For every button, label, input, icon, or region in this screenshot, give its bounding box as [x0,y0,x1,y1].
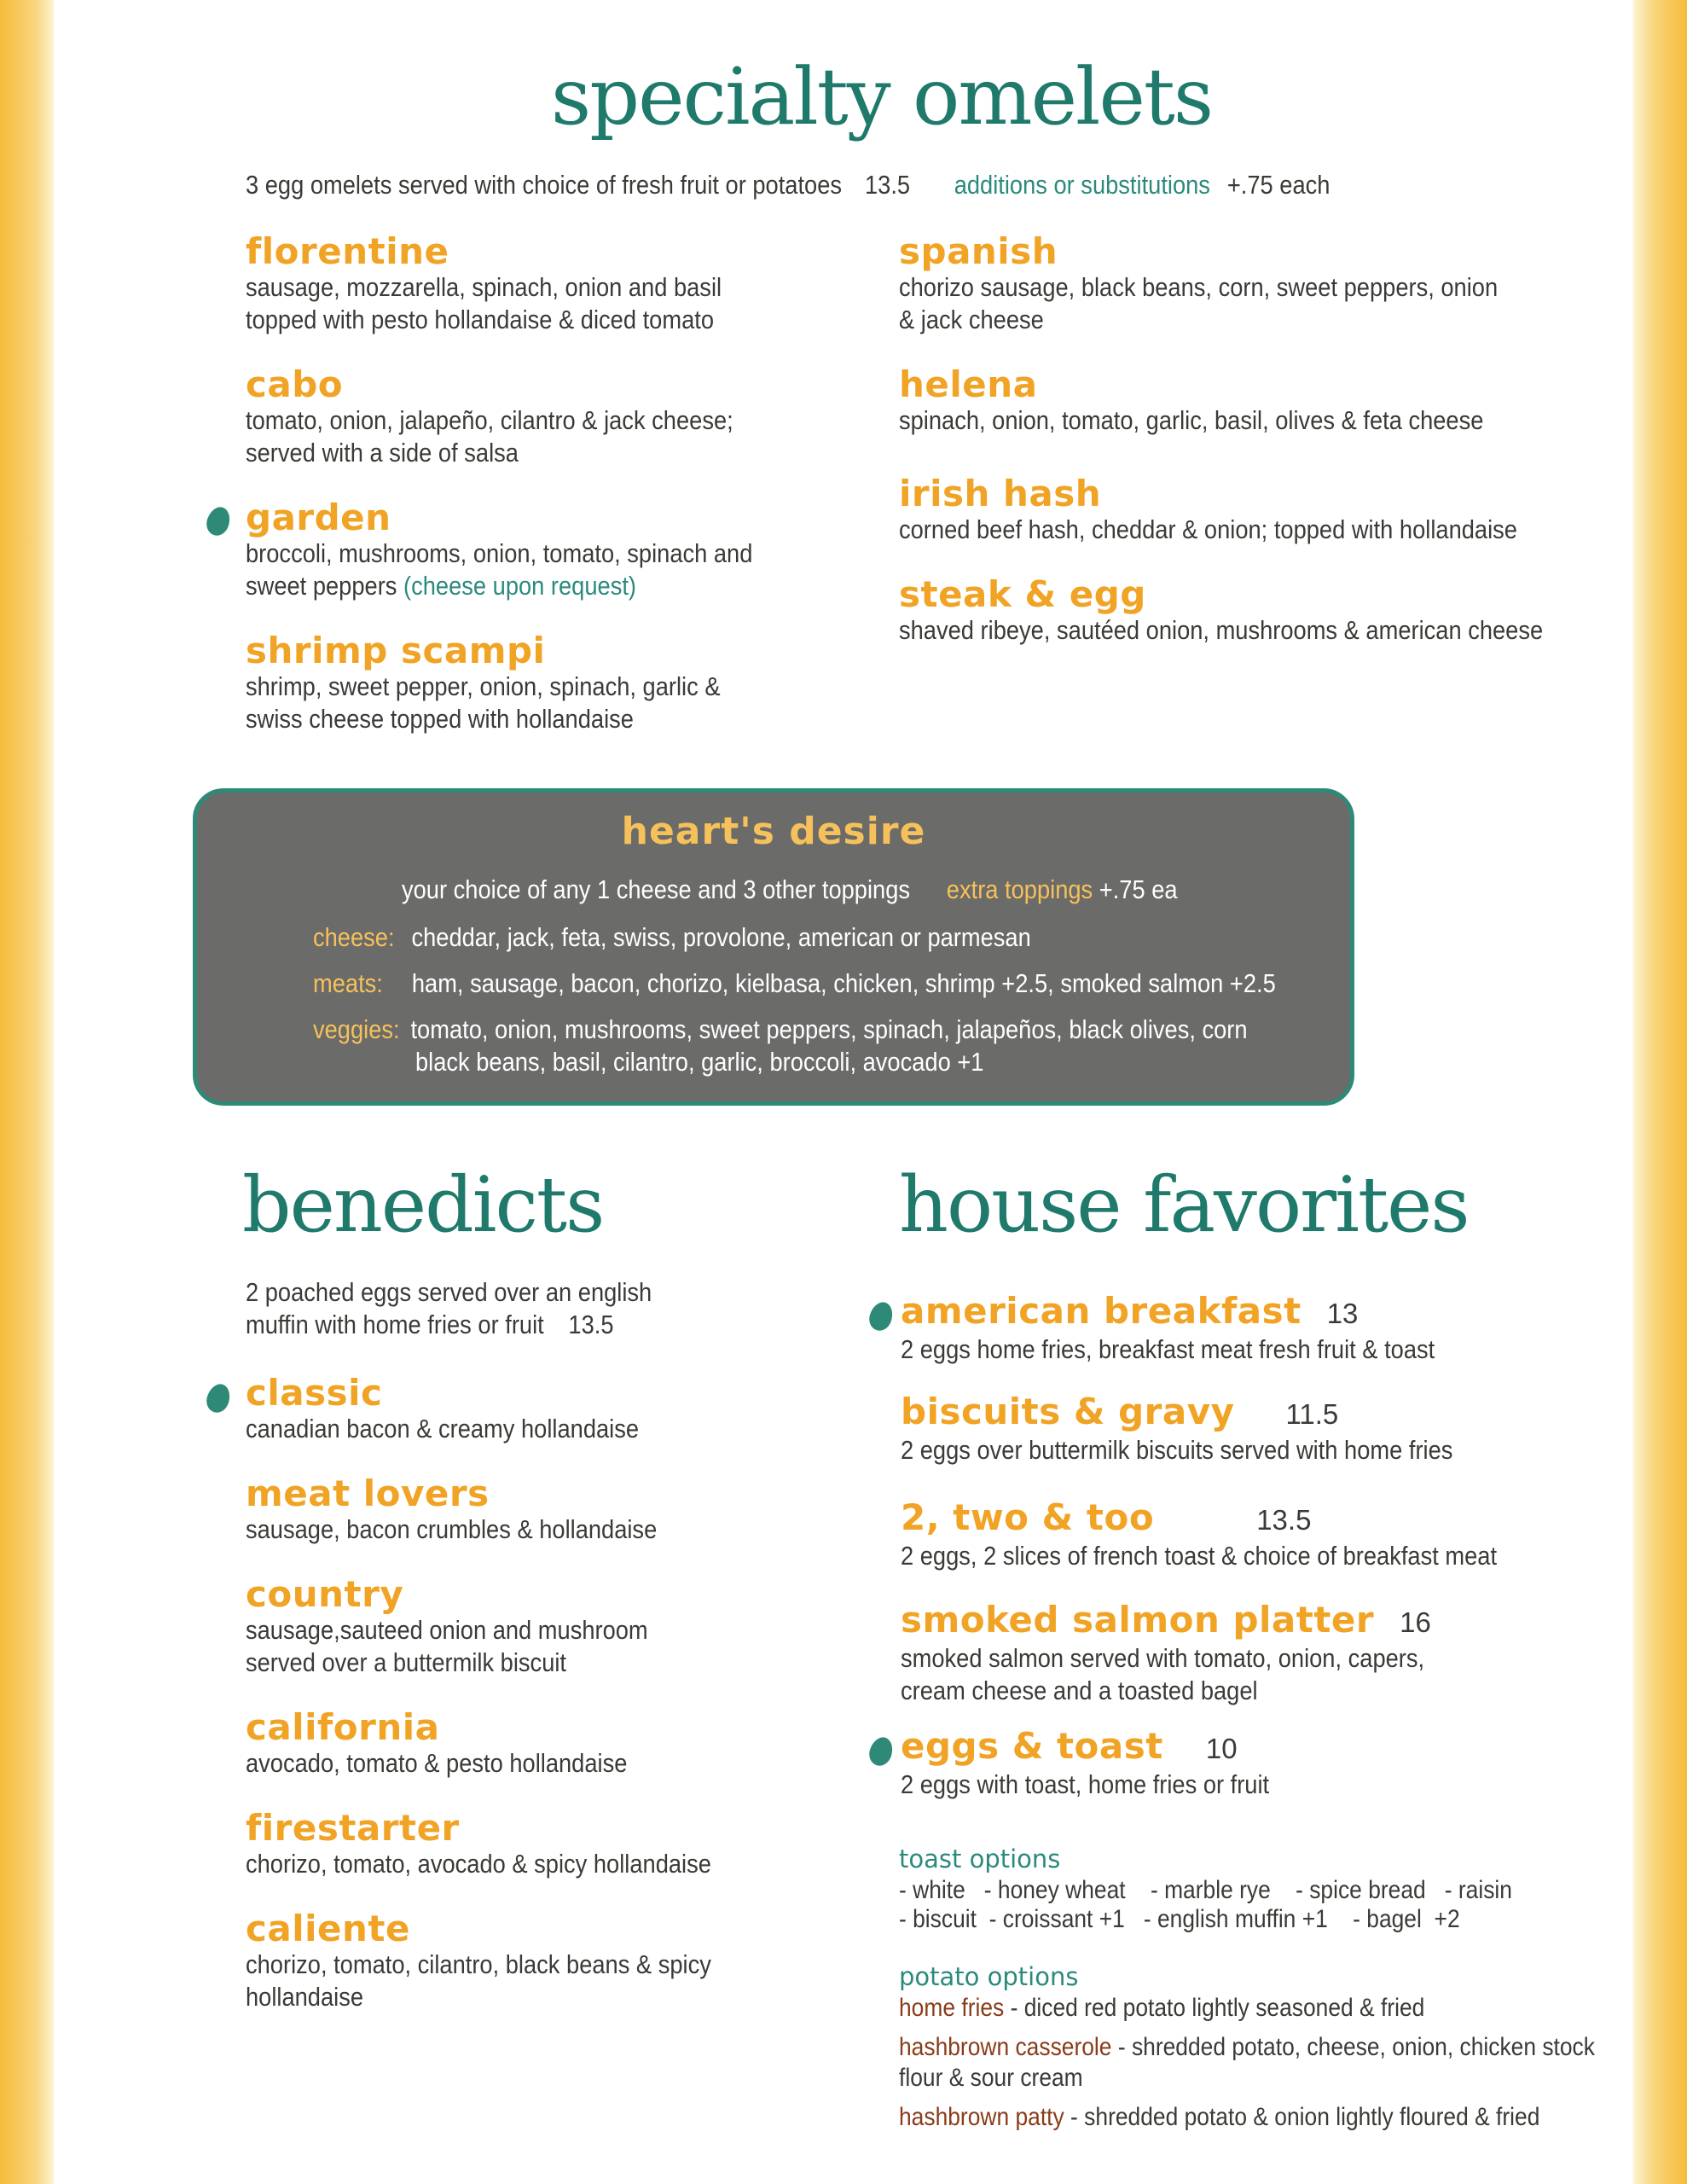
item-desc: broccoli, mushrooms, onion, tomato, spinach and [246,538,753,568]
menu-item [246,1575,703,1679]
menu-item [246,1809,774,1880]
cheese-label: cheese: [313,922,395,952]
specialty-price: 13.5 [865,170,911,200]
hearts-intro-text: your choice of any 1 cheese and 3 other toppings [402,874,911,904]
item-desc: 2 eggs over buttermilk biscuits served with home fries [901,1435,1453,1465]
benedicts-intro-2 [246,1309,614,1341]
veggies-list: tomato, onion, mushrooms, sweet peppers, spinach, jalapeños, black olives, corn [410,1014,1248,1044]
potato-option [899,2032,1595,2063]
cheese-row [313,922,1031,953]
potato-desc: - shredded potato, cheese, onion, chicken stock [1111,2033,1595,2061]
item-desc: chorizo, tomato, cilantro, black beans & spicy [246,1949,711,1979]
veggies-label: veggies: [313,1014,400,1044]
item-name: country [246,1573,404,1615]
menu-item [901,1498,1578,1572]
menu-item [901,1600,1496,1707]
item-name: eggs & toast [901,1725,1163,1767]
menu-item [246,1474,713,1546]
menu-item [246,1708,679,1780]
menu-item [899,365,1563,437]
menu-item [901,1727,1319,1801]
potato-name: home fries [899,1994,1005,2022]
item-name: 2, two & too [901,1496,1155,1538]
house-favorites-title: house favorites [899,1160,1469,1250]
potato-option-cont: flour & sour cream [899,2064,1083,2092]
item-desc: served with a side of salsa [246,438,519,468]
item-name-row [901,1392,1528,1434]
potato-name: hashbrown patty [899,2103,1064,2131]
item-name: american breakfast [901,1290,1301,1332]
item-desc: 2 eggs home fries, breakfast meat fresh fruit & toast [901,1334,1435,1364]
potato-desc: - diced red potato lightly seasoned & fried [1004,1994,1425,2022]
item-name: meat lovers [246,1472,490,1514]
item-desc: served over a buttermilk biscuit [246,1647,567,1677]
menu-item [246,1909,774,2013]
menu-item [901,1292,1508,1366]
item-desc: & jack cheese [899,305,1044,334]
item-desc: hollandaise [246,1982,364,2012]
potato-option [899,2102,1539,2133]
extra-toppings-label: extra toppings [946,874,1093,904]
item-desc: chorizo, tomato, avocado & spicy hollandaise [246,1849,711,1879]
item-desc: cream cheese and a toasted bagel [901,1676,1258,1705]
menu-item [901,1392,1528,1467]
item-note: (cheese upon request) [403,571,636,601]
item-name: helena [899,363,1038,405]
veggies-row-2: black beans, basil, cilantro, garlic, broccoli, avocado +1 [415,1047,984,1077]
item-name-row [901,1727,1319,1769]
item-price: 10 [1205,1733,1238,1764]
item-name: biscuits & gravy [901,1391,1235,1432]
veggies-row [313,1014,1248,1045]
item-price: 11.5 [1285,1398,1339,1430]
item-name-row [901,1600,1496,1642]
menu-item [246,631,785,735]
item-price: 13 [1326,1298,1359,1329]
item-price: 16 [1400,1606,1431,1638]
toast-options-title: toast options [899,1844,1061,1873]
menu-item [246,1374,693,1445]
meats-label: meats: [313,968,383,998]
toast-options-line-1: - white - honey wheat - marble rye - spice bread - raisin [899,1876,1512,1904]
item-desc: avocado, tomato & pesto hollandaise [246,1748,628,1778]
extra-toppings-price: +.75 ea [1099,874,1178,904]
toast-options-line-2: - biscuit - croissant +1 - english muffin +1 - bagel +2 [899,1905,1460,1933]
menu-item [899,474,1602,546]
menu-item [246,232,786,336]
benedicts-intro-text: muffin with home fries or fruit [246,1310,544,1339]
item-desc: swiss cheese topped with hollandaise [246,704,634,734]
item-desc: sausage, bacon crumbles & hollandaise [246,1514,658,1544]
meats-list: ham, sausage, bacon, chorizo, kielbasa, chicken, shrimp +2.5, smoked salmon +2.5 [411,968,1276,998]
hearts-desire-box [193,788,1354,1106]
item-desc [246,570,752,602]
item-name: spanish [899,230,1058,272]
benedicts-title: benedicts [242,1160,604,1250]
item-name-row [901,1292,1508,1333]
specialty-omelets-title: specialty omelets [551,51,1213,142]
specialty-intro-text: 3 egg omelets served with choice of fresh fruit or potatoes [246,170,843,200]
item-desc: 2 eggs, 2 slices of french toast & choice of breakfast meat [901,1541,1498,1571]
menu-item [246,365,800,469]
item-desc: tomato, onion, jalapeño, cilantro & jack cheese; [246,405,733,435]
item-name: classic [246,1372,383,1414]
item-desc: smoked salmon served with tomato, onion, capers, [901,1643,1425,1673]
item-price: 13.5 [1256,1504,1312,1536]
item-desc: corned beef hash, cheddar & onion; topped with hollandaise [899,514,1517,544]
item-name: steak & egg [899,573,1146,615]
item-desc: shrimp, sweet pepper, onion, spinach, garlic & [246,671,721,701]
benedicts-price: 13.5 [568,1310,614,1339]
item-desc: chorizo sausage, black beans, corn, sweet peppers, onion [899,272,1499,302]
cheese-list: cheddar, jack, feta, swiss, provolone, american or parmesan [411,922,1031,952]
benedicts-intro-1: 2 poached eggs served over an english [246,1277,652,1307]
additions-price: +.75 each [1226,170,1330,200]
item-name: cabo [246,363,344,405]
item-desc: topped with pesto hollandaise & diced tomato [246,305,715,334]
item-desc: 2 eggs with toast, home fries or fruit [901,1769,1270,1799]
item-desc: canadian bacon & creamy hollandaise [246,1414,640,1443]
item-name: firestarter [246,1807,460,1849]
hearts-intro [402,874,1178,905]
item-name: irish hash [899,473,1102,514]
item-name: california [246,1706,440,1748]
menu-item [899,575,1631,647]
potato-options-title: potato options [899,1962,1079,1991]
potato-option [899,1993,1424,2024]
potato-name: hashbrown casserole [899,2033,1112,2061]
meats-row [313,968,1276,999]
hearts-desire-title: heart's desire [621,810,926,853]
menu-item [246,498,821,602]
item-name: smoked salmon platter [901,1599,1375,1641]
item-desc: sausage,sauteed onion and mushroom [246,1615,648,1645]
item-name: garden [246,497,391,538]
item-desc-text: sweet peppers [246,571,397,601]
menu-item [899,232,1580,336]
item-name: florentine [246,230,449,272]
item-name: caliente [246,1908,410,1949]
potato-desc: - shredded potato & onion lightly floured & fried [1064,2103,1540,2131]
item-name: shrimp scampi [246,630,546,671]
item-desc: shaved ribeye, sautéed onion, mushrooms & american cheese [899,615,1544,645]
item-desc: sausage, mozzarella, spinach, onion and basil [246,272,722,302]
specialty-intro [246,169,1330,201]
item-name-row [901,1498,1578,1540]
additions-label: additions or substitutions [954,170,1210,200]
item-desc: spinach, onion, tomato, garlic, basil, olives & feta cheese [899,405,1484,435]
